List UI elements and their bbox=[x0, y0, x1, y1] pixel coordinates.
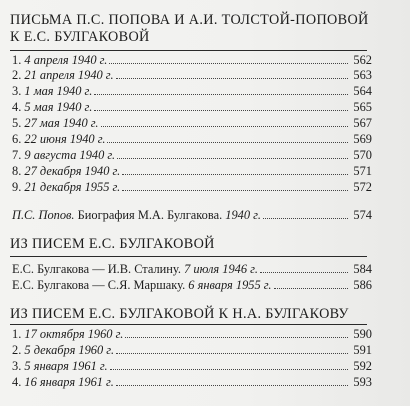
toc-entry bbox=[12, 53, 372, 68]
entry-number: 2. bbox=[12, 343, 22, 357]
toc-entry bbox=[12, 100, 372, 115]
leader-dots bbox=[107, 132, 348, 143]
entry-date: 6 января 1955 г. bbox=[188, 278, 272, 292]
page-number: 562 bbox=[353, 53, 372, 67]
page-number: 563 bbox=[353, 68, 372, 82]
leader-dots bbox=[122, 164, 348, 175]
entry-date: 4 апреля 1940 г. bbox=[24, 53, 108, 67]
entry-number: 1. bbox=[12, 53, 22, 67]
entry-number: 7. bbox=[12, 148, 22, 162]
page-number: 564 bbox=[353, 84, 372, 98]
section-rule bbox=[10, 256, 367, 257]
entry-number: 2. bbox=[12, 68, 22, 82]
leader-dots bbox=[101, 116, 348, 127]
toc-entry bbox=[12, 132, 372, 147]
entry-number: 8. bbox=[12, 164, 22, 178]
section-heading bbox=[10, 306, 375, 323]
toc-entry bbox=[12, 262, 372, 277]
toc-entry bbox=[12, 375, 372, 390]
entry-number: 9. bbox=[12, 180, 22, 194]
entry-date: 9 августа 1940 г. bbox=[24, 148, 116, 162]
page-number: 570 bbox=[353, 148, 372, 162]
entry-number: 3. bbox=[12, 84, 22, 98]
page-number: 584 bbox=[353, 262, 372, 276]
leader-dots bbox=[94, 100, 348, 111]
toc-entry bbox=[12, 278, 372, 293]
toc-entry bbox=[12, 148, 372, 163]
section-heading bbox=[10, 12, 375, 46]
leader-dots bbox=[122, 180, 348, 191]
leader-dots bbox=[116, 375, 348, 386]
entry-author: П.С. Попов. bbox=[12, 208, 75, 222]
leader-dots bbox=[125, 327, 348, 338]
entry-title: Е.С. Булгакова — С.Я. Маршаку. bbox=[12, 278, 186, 292]
entry-date: 5 января 1961 г. bbox=[24, 359, 108, 373]
entry-number: 1. bbox=[12, 327, 22, 341]
toc-entry bbox=[12, 327, 372, 342]
entry-date: 16 января 1961 г. bbox=[24, 375, 114, 389]
entry-number: 4. bbox=[12, 100, 22, 114]
entry-date: 5 мая 1940 г. bbox=[24, 100, 93, 114]
entry-number: 6. bbox=[12, 132, 22, 146]
leader-dots bbox=[116, 68, 348, 79]
heading-line: ИЗ ПИСЕМ Е.С. БУЛГАКОВОЙ К Н.А. БУЛГАКОВУ bbox=[10, 306, 349, 322]
entry-date: 21 декабря 1955 г. bbox=[24, 180, 121, 194]
page-number: 567 bbox=[353, 116, 372, 130]
page-number: 586 bbox=[353, 278, 372, 292]
entry-date: 1940 г. bbox=[225, 208, 261, 222]
toc-entry-biography bbox=[12, 208, 372, 223]
entry-date: 5 декабря 1960 г. bbox=[24, 343, 115, 357]
leader-dots bbox=[260, 262, 348, 273]
page-number: 593 bbox=[353, 375, 372, 389]
page-number: 574 bbox=[353, 208, 372, 222]
entry-number: 5. bbox=[12, 116, 22, 130]
toc-entry bbox=[12, 180, 372, 195]
leader-dots bbox=[110, 359, 348, 370]
entry-number: 4. bbox=[12, 375, 22, 389]
entry-date: 1 мая 1940 г. bbox=[24, 84, 93, 98]
entry-number: 3. bbox=[12, 359, 22, 373]
entry-date: 21 апреля 1940 г. bbox=[24, 68, 114, 82]
section-heading bbox=[10, 236, 375, 253]
toc-entry bbox=[12, 84, 372, 99]
page-number: 572 bbox=[353, 180, 372, 194]
leader-dots bbox=[117, 148, 348, 159]
entry-date: 27 декабря 1940 г. bbox=[24, 164, 121, 178]
toc-entry bbox=[12, 343, 372, 358]
heading-line: ПИСЬМА П.С. ПОПОВА И А.И. ТОЛСТОЙ-ПОПОВОЙ bbox=[10, 12, 369, 28]
heading-line: К Е.С. БУЛГАКОВОЙ bbox=[10, 29, 150, 45]
leader-dots bbox=[116, 343, 348, 354]
page-number: 571 bbox=[353, 164, 372, 178]
leader-dots bbox=[94, 84, 348, 95]
toc-entry bbox=[12, 116, 372, 131]
page-number: 590 bbox=[353, 327, 372, 341]
page-number: 569 bbox=[353, 132, 372, 146]
entry-date: 7 июля 1946 г. bbox=[184, 262, 258, 276]
leader-dots bbox=[274, 278, 348, 289]
heading-line: ИЗ ПИСЕМ Е.С. БУЛГАКОВОЙ bbox=[10, 236, 215, 252]
leader-dots bbox=[263, 208, 348, 219]
page-number: 592 bbox=[353, 359, 372, 373]
entry-title: Е.С. Булгакова — И.В. Сталину. bbox=[12, 262, 181, 276]
entry-title: Биография М.А. Булгакова. bbox=[77, 208, 223, 222]
toc-entry bbox=[12, 164, 372, 179]
toc-entry bbox=[12, 68, 372, 83]
entry-date: 27 мая 1940 г. bbox=[24, 116, 99, 130]
section-rule bbox=[10, 50, 367, 51]
leader-dots bbox=[109, 53, 348, 64]
entry-date: 17 октября 1960 г. bbox=[24, 327, 124, 341]
page-number: 591 bbox=[353, 343, 372, 357]
page-number: 565 bbox=[353, 100, 372, 114]
section-rule bbox=[10, 324, 367, 325]
toc-entry bbox=[12, 359, 372, 374]
entry-date: 22 июня 1940 г. bbox=[24, 132, 106, 146]
